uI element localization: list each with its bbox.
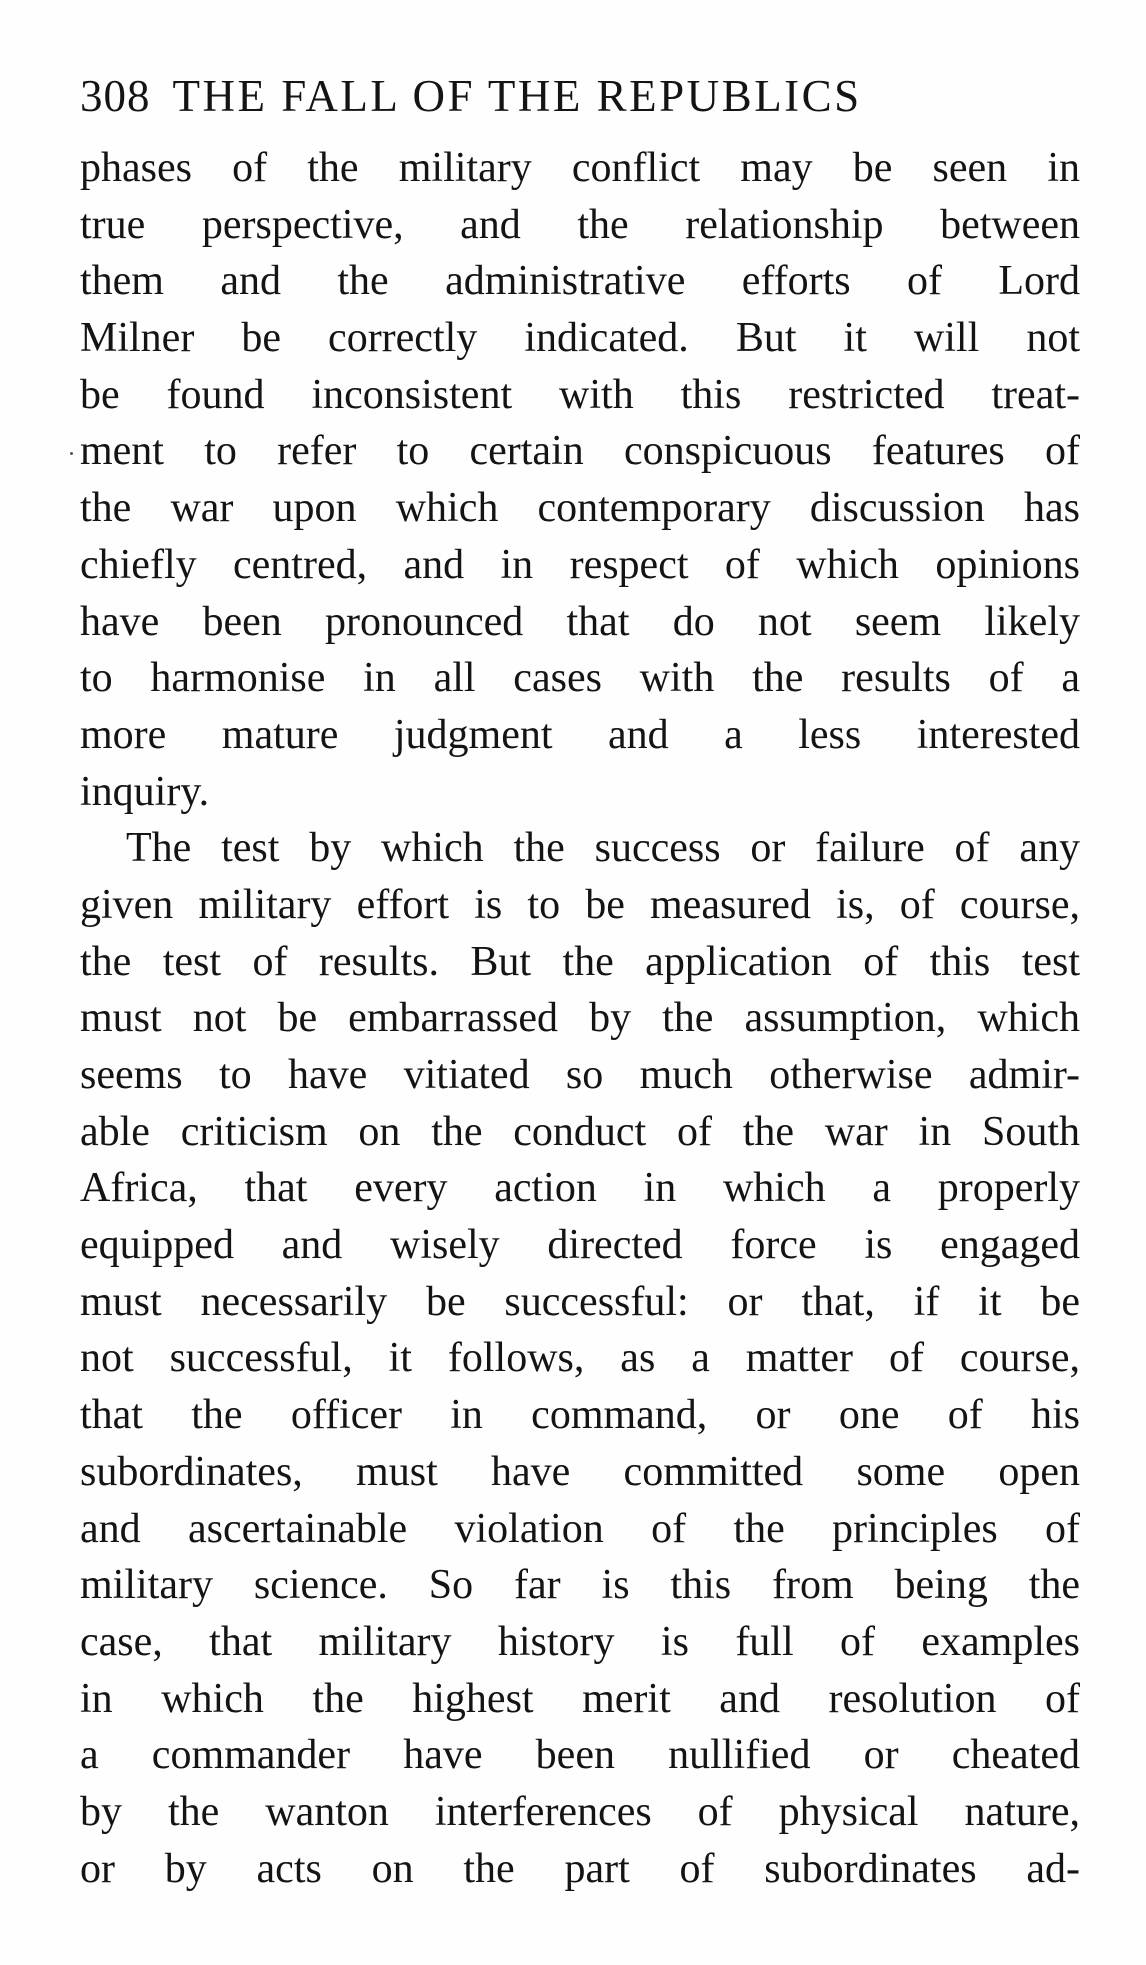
text-line: that the officer in command, or one of his <box>80 1392 1080 1439</box>
text-line: inquiry. <box>80 768 210 815</box>
text-line: phases of the military conflict may be seen in <box>80 145 1080 191</box>
paragraph-1 <box>80 140 1080 820</box>
text-line: Milner be correctly indicated. But it will not <box>80 315 1080 362</box>
text-line: true perspective, and the relationship between <box>80 201 1080 248</box>
text-line: subordinates, must have committed some open <box>80 1448 1080 1495</box>
text-line: a commander have been nullified or cheated <box>80 1732 1080 1779</box>
text-line: must not be embarrassed by the assumption, which <box>80 995 1080 1042</box>
text-line: the test of results. But the application of this test <box>80 938 1080 985</box>
text-line: equipped and wisely directed force is engaged <box>80 1222 1080 1269</box>
text-line: to harmonise in all cases with the results of a <box>80 655 1080 702</box>
text-line: case, that military history is full of examples <box>80 1618 1080 1665</box>
text-line: seems to have vitiated so much otherwise admir- <box>80 1052 1080 1098</box>
paragraph-2 <box>80 820 1080 1897</box>
text-line: the war upon which contemporary discussion has <box>80 485 1080 532</box>
text-line: able criticism on the conduct of the war in South <box>80 1108 1080 1155</box>
text-line: military science. So far is this from being the <box>80 1562 1080 1609</box>
page-number: 308 <box>80 71 151 121</box>
paper-speck <box>70 452 73 455</box>
text-line: Africa, that every action in which a properly <box>80 1165 1080 1212</box>
text-line: have been pronounced that do not seem likely <box>80 598 1080 645</box>
text-line: in which the highest merit and resolution of <box>80 1675 1080 1722</box>
text-line: by the wanton interferences of physical nature, <box>80 1788 1080 1835</box>
text-line: not successful, it follows, as a matter of course, <box>80 1335 1080 1382</box>
body-text <box>80 140 1080 1897</box>
text-line: or by acts on the part of subordinates ad- <box>80 1845 1080 1892</box>
text-line: given military effort is to be measured is, of course, <box>80 881 1080 928</box>
running-head <box>80 68 1070 124</box>
text-line: must necessarily be successful: or that, if it be <box>80 1278 1080 1325</box>
text-line: more mature judgment and a less interested <box>80 711 1080 758</box>
text-line: ment to refer to certain conspicuous features of <box>80 428 1080 475</box>
running-title: THE FALL OF THE REPUBLICS <box>172 71 862 121</box>
text-line: and ascertainable violation of the principles of <box>80 1505 1080 1552</box>
text-line: The test by which the success or failure of any <box>126 825 1080 872</box>
text-line: be found inconsistent with this restricted treat- <box>80 371 1080 418</box>
text-line: them and the administrative efforts of Lord <box>80 258 1080 305</box>
text-line: chiefly centred, and in respect of which opinions <box>80 541 1080 588</box>
